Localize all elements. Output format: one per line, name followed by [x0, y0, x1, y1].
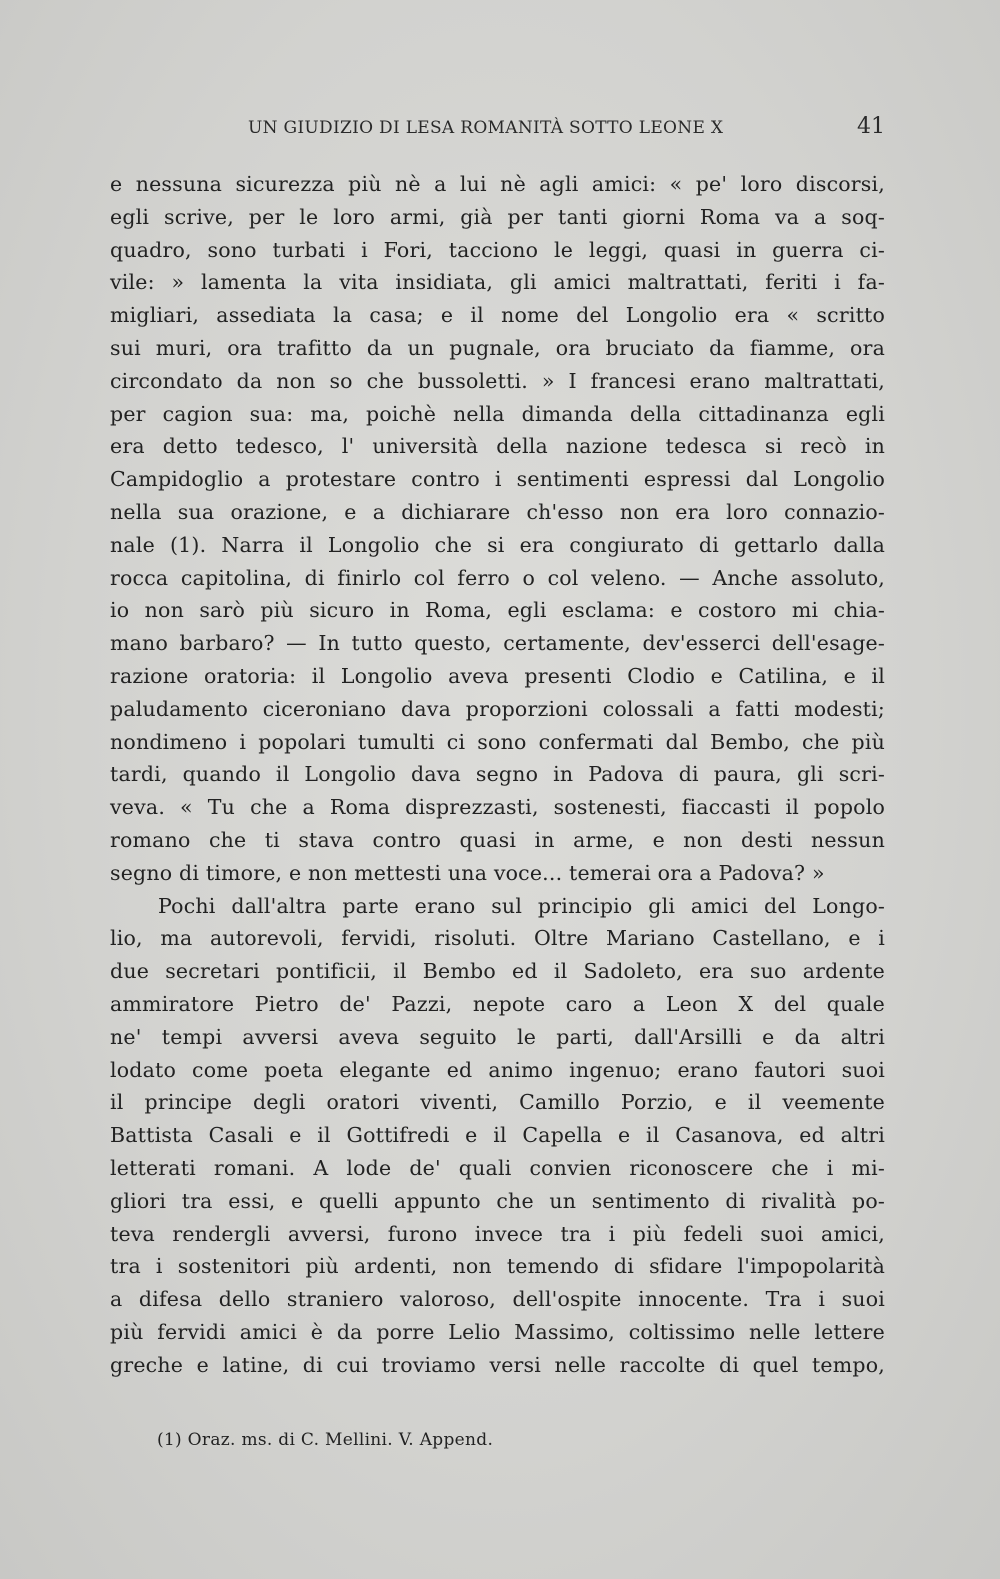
footnote: (1) Oraz. ms. di C. Mellini. V. Append.	[157, 1430, 494, 1450]
text-line: paludamento ciceroniano dava proporzioni colossali a fatti modesti;	[110, 696, 885, 721]
text-line: tra i sostenitori più ardenti, non temendo di sfidare l'impopolarità	[110, 1254, 885, 1279]
text-line: ammiratore Pietro de' Pazzi, nepote caro a Leon X del quale	[110, 991, 885, 1016]
text-line: due secretari pontificii, il Bembo ed il Sadoleto, era suo ardente	[110, 959, 885, 984]
text-line: Battista Casali e il Gottifredi e il Capella e il Casanova, ed altri	[110, 1123, 885, 1148]
body-text	[110, 168, 885, 1381]
running-head	[110, 114, 885, 144]
text-line: vile: » lamenta la vita insidiata, gli amici maltrattati, feriti i fa-	[110, 270, 885, 295]
text-line: gliori tra essi, e quelli appunto che un sentimento di rivalità po-	[110, 1188, 885, 1213]
text-line: lodato come poeta elegante ed animo ingenuo; erano fautori suoi	[110, 1057, 885, 1082]
text-line: veva. « Tu che a Roma disprezzasti, sostenesti, fiaccasti il popolo	[110, 795, 885, 820]
text-line: Campidoglio a protestare contro i sentimenti espressi dal Longolio	[110, 467, 885, 492]
text-line: sui muri, ora trafitto da un pugnale, ora bruciato da fiamme, ora	[110, 335, 885, 360]
text-line: lio, ma autorevoli, fervidi, risoluti. Oltre Mariano Castellano, e i	[110, 926, 885, 951]
text-line: e nessuna sicurezza più nè a lui nè agli amici: « pe' loro discorsi,	[110, 172, 885, 196]
text-line: a difesa dello straniero valoroso, dell'ospite innocente. Tra i suoi	[110, 1287, 885, 1312]
text-line: egli scrive, per le loro armi, già per tanti giorni Roma va a soq-	[110, 204, 885, 229]
text-line: quadro, sono turbati i Fori, tacciono le leggi, quasi in guerra ci-	[110, 237, 885, 262]
running-title: UN GIUDIZIO DI LESA ROMANITÀ SOTTO LEONE X	[248, 118, 724, 138]
text-line: per cagion sua: ma, poichè nella dimanda della cittadinanza egli	[110, 401, 885, 426]
text-line: Pochi dall'altra parte erano sul principio gli amici del Longo-	[158, 893, 885, 918]
text-line: ne' tempi avversi aveva seguito le parti, dall'Arsilli e da altri	[110, 1024, 885, 1049]
text-line: mano barbaro? — In tutto questo, certamente, dev'esserci dell'esage-	[110, 631, 885, 656]
text-line: razione oratoria: il Longolio aveva presenti Clodio e Catilina, e il	[110, 663, 885, 688]
text-line: teva rendergli avversi, furono invece tra i più fedeli suoi amici,	[110, 1221, 885, 1246]
text-line: era detto tedesco, l' università della nazione tedesca si recò in	[110, 434, 885, 459]
text-line: rocca capitolina, di finirlo col ferro o col veleno. — Anche assoluto,	[110, 565, 885, 590]
text-line: nondimeno i popolari tumulti ci sono confermati dal Bembo, che più	[110, 729, 885, 754]
text-line: greche e latine, di cui troviamo versi nelle raccolte di quel tempo,	[110, 1352, 885, 1377]
text-line: migliari, assediata la casa; e il nome del Longolio era « scritto	[110, 303, 885, 328]
text-line: nale (1). Narra il Longolio che si era congiurato di gettarlo dalla	[110, 532, 885, 557]
text-line: il principe degli oratori viventi, Camillo Porzio, e il veemente	[110, 1090, 885, 1115]
text-line: tardi, quando il Longolio dava segno in Padova di paura, gli scri-	[110, 762, 885, 787]
text-line: segno di timore, e non mettesti una voce... temerai ora a Padova? »	[110, 860, 825, 885]
text-line: più fervidi amici è da porre Lelio Massimo, coltissimo nelle lettere	[110, 1319, 885, 1344]
text-line: romano che ti stava contro quasi in arme, e non desti nessun	[110, 827, 885, 852]
text-line: letterati romani. A lode de' quali convien riconoscere che i mi-	[110, 1155, 885, 1180]
text-line: circondato da non so che bussoletti. » I francesi erano maltrattati,	[110, 368, 885, 393]
text-line: nella sua orazione, e a dichiarare ch'esso non era loro connazio-	[110, 499, 885, 524]
page-number: 41	[857, 114, 885, 139]
text-line: io non sarò più sicuro in Roma, egli esclama: e costoro mi chia-	[110, 598, 885, 623]
